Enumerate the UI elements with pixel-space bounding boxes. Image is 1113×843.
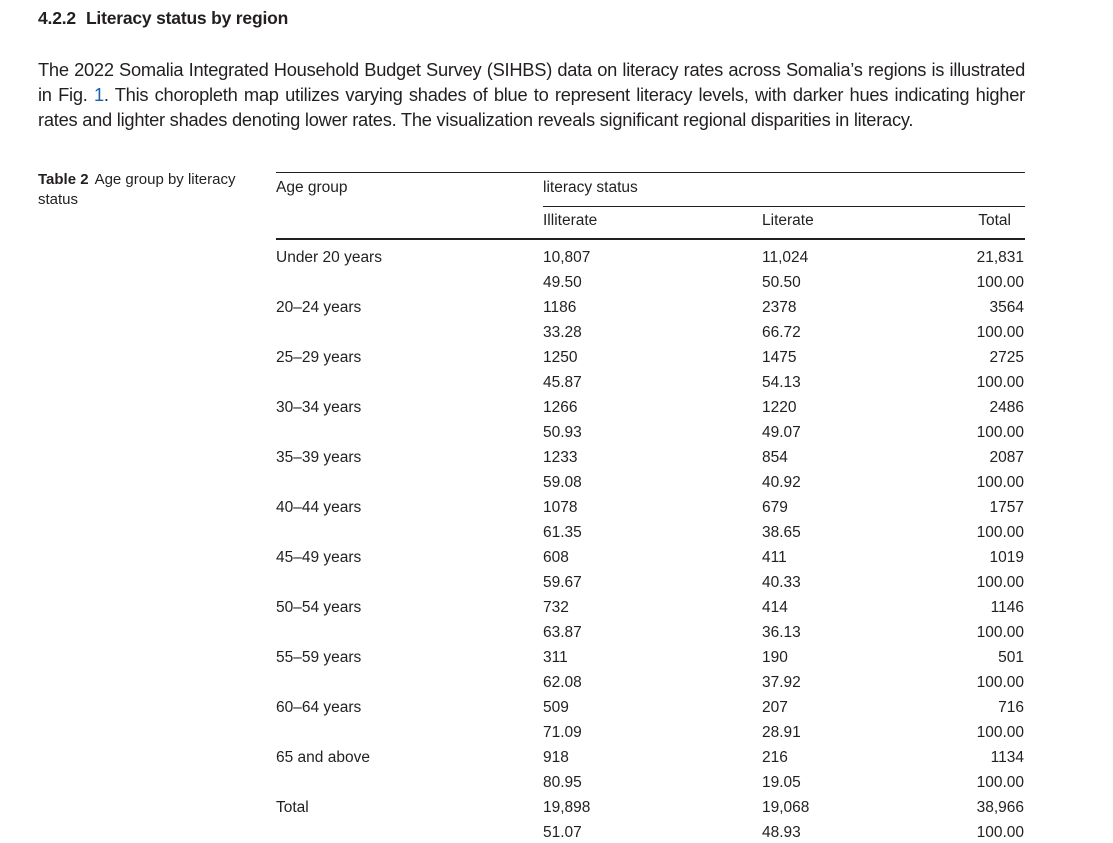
illiterate-percent: 62.08 [543,674,582,691]
illiterate-value: 509 [543,699,569,716]
literate-value: 1475 [762,349,797,366]
total-value: 716 [998,699,1024,716]
table-top-rule [276,172,1025,173]
literate-value: 19,068 [762,799,810,816]
literate-value: 411 [762,549,787,566]
literate-value: 216 [762,749,788,766]
total-value: 2087 [989,449,1024,466]
age-group-label: 25–29 years [276,349,362,366]
total-value: 1757 [989,499,1024,516]
literate-value: 11,024 [762,249,809,266]
illiterate-percent: 45.87 [543,374,582,391]
header-illiterate: Illiterate [543,212,598,229]
illiterate-percent: 71.09 [543,724,582,741]
table-caption [38,170,263,210]
total-value: 1019 [989,549,1024,566]
literate-value: 854 [762,449,788,466]
section-title: Literacy status by region [85,8,289,28]
literate-percent: 66.72 [762,324,801,341]
age-group-label: 40–44 years [276,499,362,516]
illiterate-percent: 33.28 [543,324,582,341]
illiterate-percent: 51.07 [543,824,582,841]
total-value: 21,831 [976,249,1024,266]
literate-value: 679 [762,499,788,516]
age-group-label: 20–24 years [276,299,362,316]
literate-value: 1220 [762,399,797,416]
literate-value: 414 [762,599,788,616]
age-group-label: Total [276,799,309,816]
age-group-label: 65 and above [276,749,370,766]
illiterate-percent: 49.50 [543,274,582,291]
total-value: 38,966 [976,799,1024,816]
header-spanner-rule [543,206,1025,207]
total-percent: 100.00 [976,774,1024,791]
paragraph-text-after: . This choropleth map utilizes varying shades of blue to represent literacy levels, with darker hues indicating higher rates and lighter shades denoting lower rates. The visualization reveals significant regional disparities in literacy. [38,84,1025,130]
header-total: Total [978,212,1011,229]
age-group-label: 60–64 years [276,699,362,716]
header-literate: Literate [762,212,814,229]
total-percent: 100.00 [976,524,1024,541]
age-group-label: 45–49 years [276,549,362,566]
illiterate-value: 311 [543,649,568,666]
age-group-label: Under 20 years [276,249,382,266]
illiterate-percent: 59.08 [543,474,582,491]
literate-percent: 38.65 [762,524,801,541]
total-value: 1134 [990,749,1024,766]
age-group-label: 55–59 years [276,649,362,666]
illiterate-value: 1233 [543,449,578,466]
illiterate-percent: 50.93 [543,424,582,441]
total-percent: 100.00 [976,624,1024,641]
literate-percent: 49.07 [762,424,801,441]
total-value: 2725 [989,349,1024,366]
total-percent: 100.00 [976,474,1024,491]
illiterate-value: 19,898 [543,799,591,816]
literate-percent: 54.13 [762,374,801,391]
illiterate-value: 732 [543,599,569,616]
illiterate-value: 608 [543,549,569,566]
total-value: 501 [998,649,1024,666]
literate-value: 207 [762,699,788,716]
literate-percent: 48.93 [762,824,801,841]
total-percent: 100.00 [976,574,1024,591]
total-percent: 100.00 [976,674,1024,691]
illiterate-percent: 80.95 [543,774,582,791]
literate-percent: 37.92 [762,674,801,691]
header-age-group: Age group [276,179,348,196]
header-bottom-rule [276,238,1025,240]
illiterate-value: 10,807 [543,249,591,266]
age-group-label: 30–34 years [276,399,362,416]
header-literacy-status: literacy status [543,179,638,196]
illiterate-value: 1266 [543,399,578,416]
illiterate-percent: 61.35 [543,524,582,541]
literate-percent: 40.33 [762,574,801,591]
table-caption-text: Age group by literacy status [38,171,236,208]
illiterate-percent: 59.67 [543,574,582,591]
illiterate-percent: 63.87 [543,624,582,641]
age-group-label: 35–39 years [276,449,362,466]
literate-percent: 40.92 [762,474,801,491]
total-value: 2486 [989,399,1024,416]
total-percent: 100.00 [976,724,1024,741]
total-percent: 100.00 [976,824,1024,841]
body-paragraph [38,57,1025,132]
literate-percent: 50.50 [762,274,801,291]
total-percent: 100.00 [976,274,1024,291]
total-value: 3564 [989,299,1024,316]
section-heading [38,8,288,29]
illiterate-value: 1078 [543,499,578,516]
illiterate-value: 1250 [543,349,578,366]
figure-link[interactable]: 1 [93,84,104,105]
total-percent: 100.00 [976,424,1024,441]
table-caption-label: Table 2 [38,171,89,188]
age-group-label: 50–54 years [276,599,362,616]
literate-percent: 19.05 [762,774,801,791]
illiterate-value: 1186 [543,299,577,316]
paragraph-text-before: The 2022 Somalia Integrated Household Budget Survey (SIHBS) data on literacy rates across Somalia’s regions is illustrated in Fig. [38,59,1025,105]
total-percent: 100.00 [976,324,1024,341]
literate-percent: 36.13 [762,624,801,641]
literate-value: 2378 [762,299,797,316]
literate-percent: 28.91 [762,724,801,741]
literate-value: 190 [762,649,788,666]
total-value: 1146 [990,599,1024,616]
section-number: 4.2.2 [38,8,76,28]
total-percent: 100.00 [976,374,1024,391]
illiterate-value: 918 [543,749,569,766]
